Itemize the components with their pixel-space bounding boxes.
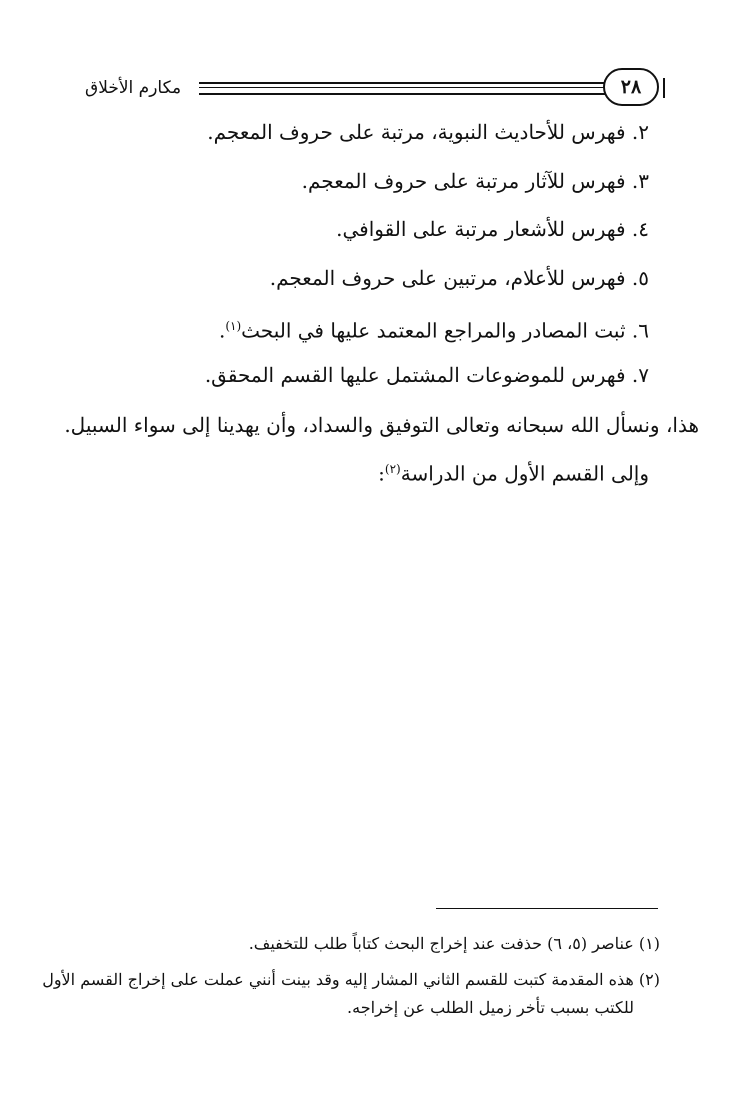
closing-prayer: هذا، ونسأل الله سبحانه وتعالى التوفيق والسداد، وأن يهدينا إلى سواء السبيل. [64,413,699,437]
list-item-text: ٦. ثبت المصادر والمراجع المعتمد عليها في البحث [241,318,649,343]
footnote-line: (٢) هذه المقدمة كتبت للقسم الثاني المشار إليه وقد بينت أنني عملت على إخراج القسم الأول [42,970,660,989]
footnote [60,930,660,958]
footnote-ref-1: (١) [225,319,242,333]
list-item: ٧. فهرس للموضوعات المشتمل عليها القسم المحقق. [204,362,649,387]
book-title: مكارم الأخلاق [85,78,182,98]
footnote-line: للكتب بسبب تأخر زميل الطلب عن إخراجه. [347,998,634,1017]
footnote-separator [436,908,658,909]
page-header [85,68,665,108]
footnote-ref-2: (٢) [384,462,401,476]
section-intro-end: : [378,461,385,486]
list-item: ٢. فهرس للأحاديث النبوية، مرتبة على حروف المعجم. [207,120,649,144]
page-number-ornament [663,78,665,98]
footnote-line: (١) عناصر (٥، ٦) حذفت عند إخراج البحث كتاباً طلب للتخفيف. [248,934,660,953]
page-number: ٢٨ [603,68,659,106]
list-item: ٥. فهرس للأعلام، مرتبين على حروف المعجم. [269,265,649,290]
list-item: ٣. فهرس للآثار مرتبة على حروف المعجم. [301,168,649,193]
footnotes [42,930,660,1030]
header-rule [199,82,607,95]
section-intro [89,447,649,496]
body-text [64,112,699,496]
list-item [89,306,649,355]
list-item: ٤. فهرس للأشعار مرتبة على القوافي. [336,217,649,241]
section-intro-text: وإلى القسم الأول من الدراسة [400,461,649,486]
footnote [42,966,660,1022]
list-item-end: . [218,318,226,343]
